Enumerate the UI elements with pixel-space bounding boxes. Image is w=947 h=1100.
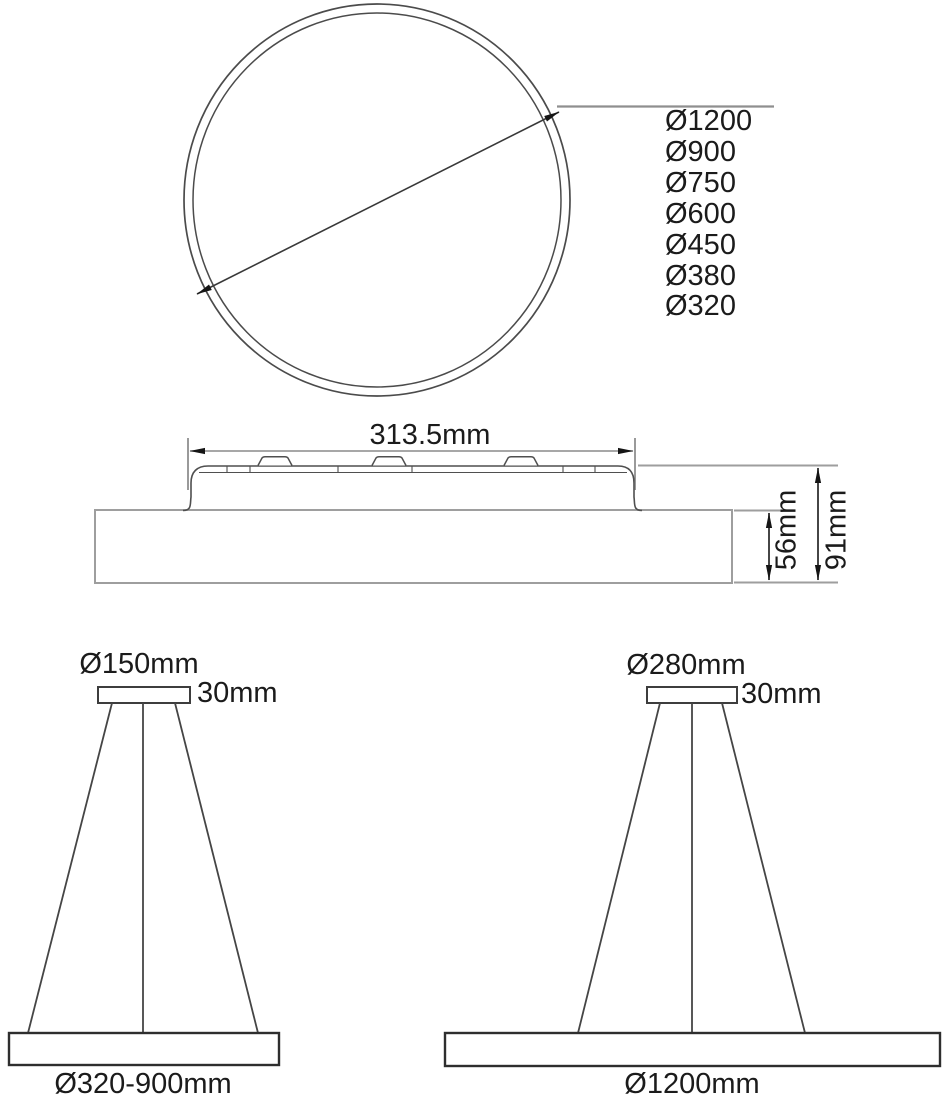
small-canopy-thickness-label: 30mm	[197, 677, 278, 709]
diameter-option: Ø750	[665, 166, 736, 199]
width-dimension-label: 313.5mm	[369, 419, 491, 451]
side-view-drawing	[95, 438, 838, 583]
plate-seam-ticks	[227, 466, 595, 473]
large-canopy-thickness-label: 30mm	[741, 678, 822, 710]
diameter-option: Ø900	[665, 135, 736, 168]
body-height-dimension-label: 56mm	[770, 489, 803, 571]
diameter-options-list	[665, 106, 752, 322]
small-canopy-diameter-label: Ø150mm	[79, 648, 199, 680]
diameter-option: Ø320	[665, 290, 736, 323]
small-canopy	[98, 687, 190, 703]
diameter-option: Ø600	[665, 197, 736, 230]
diameter-option: Ø450	[665, 228, 736, 261]
panel-inner-ring	[193, 13, 561, 387]
diameter-leader-line	[197, 112, 559, 294]
large-ring-profile	[445, 1033, 940, 1066]
plate-bumps	[258, 457, 538, 466]
large-canopy	[647, 687, 737, 703]
large-suspension-cables	[578, 703, 805, 1033]
large-canopy-diameter-label: Ø280mm	[626, 649, 746, 681]
lamp-body-profile	[95, 510, 732, 583]
total-height-dimension-label: 91mm	[820, 489, 853, 571]
diameter-option: Ø380	[665, 259, 736, 292]
small-suspension-cables	[28, 703, 258, 1033]
panel-outer-ring	[184, 4, 570, 396]
suspension-small-drawing	[9, 687, 279, 1065]
small-ring-profile	[9, 1033, 279, 1065]
suspension-large-drawing	[445, 687, 940, 1066]
diameter-option: Ø1200	[665, 105, 753, 137]
large-ring-diameter-label: Ø1200mm	[624, 1068, 760, 1100]
small-ring-diameter-label: Ø320-900mm	[54, 1068, 232, 1100]
